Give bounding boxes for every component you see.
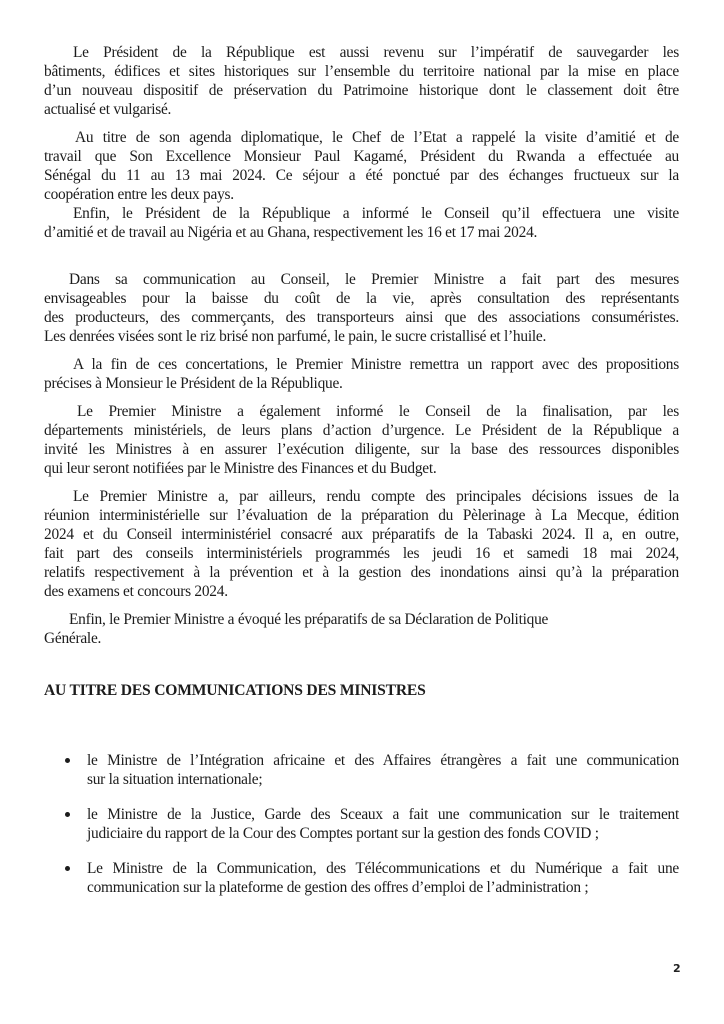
text-line: actualisé et vulgarisé. <box>44 101 172 118</box>
page-number: 2 <box>673 962 681 975</box>
text-line: Le Ministre de la Communication, des Télécommunications et du Numérique a fait une <box>87 860 679 877</box>
text-line: des producteurs, des commerçants, des transporteurs ainsi que des associations consuméristes. <box>44 309 679 326</box>
text-line: précises à Monsieur le Président de la République. <box>44 375 343 392</box>
bullet-icon <box>65 758 70 763</box>
text-line: envisageables pour la baisse du coût de la vie, après consultation des représentants <box>44 290 679 307</box>
text-line: réunion interministérielle sur l’évaluation de la préparation du Pèlerinage à La Mecque, édition <box>44 507 679 524</box>
text-line: Le Premier Ministre a, par ailleurs, rendu compte des principales décisions issues de la <box>73 488 679 505</box>
paragraph-cost-of-living <box>44 270 679 346</box>
paragraph-upcoming-visit <box>44 204 679 242</box>
text-line: judiciaire du rapport de la Cour des Comptes portant sur la gestion des fonds COVID ; <box>87 825 599 842</box>
text-line: 2024 et du Conseil interministériel consacré aux préparatifs de la Tabaski 2024. Il a, en outre, <box>44 526 679 543</box>
paragraph-diplomatic-agenda <box>44 128 679 204</box>
text-line: communication sur la plateforme de gestion des offres d’emploi de l’administration ; <box>87 879 589 896</box>
section-heading: AU TITRE DES COMMUNICATIONS DES MINISTRES <box>44 682 426 699</box>
text-line: qui leur seront notifiées par le Ministre des Finances et du Budget. <box>44 460 437 477</box>
text-line: coopération entre les deux pays. <box>44 186 234 203</box>
text-line: le Ministre de l’Intégration africaine et des Affaires étrangères a fait une communication <box>87 752 679 769</box>
text-line: fait part des conseils interministériels programmés les jeudi 16 et samedi 18 mai 2024, <box>44 545 679 562</box>
text-line: bâtiments, édifices et sites historiques sur l’ensemble du territoire national par la mise en place <box>44 63 679 80</box>
text-line: sur la situation internationale; <box>87 771 263 788</box>
text-line: le Ministre de la Justice, Garde des Sceaux a fait une communication sur le traitement <box>87 806 679 823</box>
bullet-icon <box>65 812 70 817</box>
text-line: des examens et concours 2024. <box>44 583 228 600</box>
text-line: Au titre de son agenda diplomatique, le Chef de l’Etat a rappelé la visite d’amitié et de <box>75 129 679 146</box>
text-line: Les denrées visées sont le riz brisé non parfumé, le pain, le sucre cristallisé et l’huile. <box>44 328 547 345</box>
text-line: Le Premier Ministre a également informé le Conseil de la finalisation, par les <box>77 403 679 420</box>
paragraph-policy-declaration <box>44 610 679 648</box>
paragraph-pilgrimage <box>44 487 679 601</box>
text-line: relatifs respectivement à la prévention et à la gestion des inondations ainsi qu’à la préparation <box>44 564 679 581</box>
text-line: Le Président de la République est aussi revenu sur l’impératif de sauvegarder les <box>73 44 679 61</box>
paragraph-report <box>44 355 679 393</box>
text-line: Sénégal du 11 au 13 mai 2024. Ce séjour a été ponctué par des échanges fructueux sur la <box>44 167 679 184</box>
text-line: Dans sa communication au Conseil, le Premier Ministre a fait part des mesures <box>69 271 679 288</box>
bullet-icon <box>65 866 70 871</box>
paragraph-action-plans <box>44 402 679 478</box>
text-line: A la fin de ces concertations, le Premier Ministre remettra un rapport avec des propositions <box>73 356 679 373</box>
text-line: Enfin, le Premier Ministre a évoqué les préparatifs de sa Déclaration de Politique <box>69 611 549 628</box>
text-line: d’un nouveau dispositif de préservation du Patrimoine historique dont le classement doit être <box>44 82 679 99</box>
text-line: Générale. <box>44 630 102 647</box>
text-line: Enfin, le Président de la République a informé le Conseil qu’il effectuera une visite <box>73 205 679 222</box>
text-line: d’amitié et de travail au Nigéria et au Ghana, respectivement les 16 et 17 mai 2024. <box>44 224 538 241</box>
text-line: départements ministériels, de leurs plans d’action d’urgence. Le Président de la République a <box>44 422 679 439</box>
paragraph-heritage <box>44 43 679 119</box>
text-line: travail que Son Excellence Monsieur Paul Kagamé, Président du Rwanda a effectuée au <box>44 148 679 165</box>
text-line: invité les Ministres à en assurer l’exécution diligente, sur la base des ressources disponibles <box>44 441 679 458</box>
